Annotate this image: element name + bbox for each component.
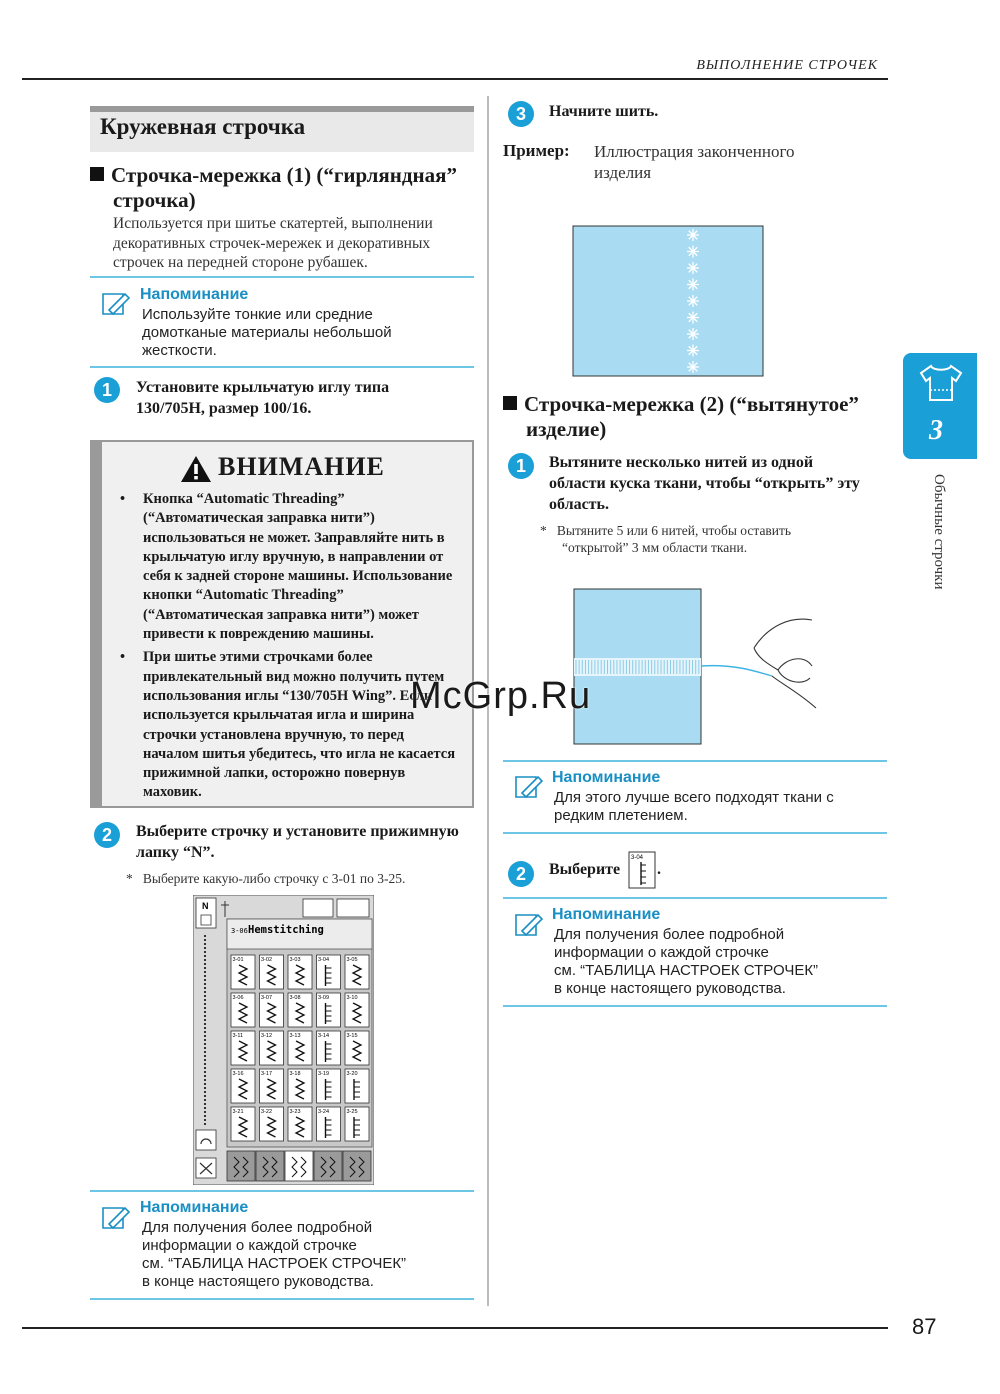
warning-list <box>118 490 468 803</box>
finished-fabric-illustration <box>572 225 764 377</box>
svg-text:3-16: 3-16 <box>232 1071 244 1077</box>
stitch-key-3-18[interactable] <box>288 1069 312 1103</box>
flower-stitch <box>687 295 699 307</box>
svg-text:3-20: 3-20 <box>346 1071 358 1077</box>
header-rule <box>22 78 888 80</box>
section-title: Кружевная строчка <box>100 114 306 139</box>
chapter-tab <box>903 353 977 459</box>
shirt-button[interactable] <box>303 899 333 917</box>
subsection-1-description: Используется при шитье скатертей, выполнении декоративных строчек-мережек и декоративных строчек на передней стороне рубашек. <box>113 215 433 271</box>
stitch-key-3-09[interactable] <box>317 993 341 1027</box>
category-tab[interactable] <box>227 1151 255 1181</box>
warning-triangle-icon <box>180 455 212 483</box>
svg-text:3-17: 3-17 <box>261 1071 273 1077</box>
flower-stitch <box>687 312 699 324</box>
stitch-key-3-17[interactable] <box>260 1069 284 1103</box>
step-1-number: 1 <box>94 377 120 403</box>
flower-stitch <box>687 328 699 340</box>
memo-pencil-icon <box>514 773 544 799</box>
stitch-name: Hemstitching <box>248 924 324 936</box>
note-2-text: Для получения более подробной информации о каждой строчке см. “ТАБЛИЦА НАСТРОЕК СТРОЧЕК” в конце настоящего руководства. <box>142 1219 407 1290</box>
stitch-code: 3-06 <box>231 927 248 935</box>
memo-pencil-icon <box>514 911 544 937</box>
stitch-key-3-12[interactable] <box>260 1031 284 1065</box>
running-header: ВЫПОЛНЕНИЕ СТРОЧЕК <box>696 58 878 73</box>
stitch-key-3-02[interactable] <box>260 955 284 989</box>
note-3-text: Для этого лучше всего подходят ткани с редким плетением. <box>554 789 834 824</box>
step-3-number: 3 <box>508 101 534 127</box>
svg-text:3-03: 3-03 <box>289 957 301 963</box>
svg-text:3-09: 3-09 <box>318 995 330 1001</box>
subsection-2-title: Строчка-мережка (2) (“вытянутое” изделие) <box>503 392 859 442</box>
svg-text:3-12: 3-12 <box>261 1033 273 1039</box>
stitch-key-3-05[interactable] <box>345 955 369 989</box>
flower-stitch <box>687 262 699 274</box>
page-number: 87 <box>912 1314 937 1339</box>
step-3-text: Начните шить. <box>549 103 659 120</box>
svg-text:3-04: 3-04 <box>318 957 330 963</box>
stitch-key-3-16[interactable] <box>231 1069 255 1103</box>
memo-pencil-icon <box>101 1204 131 1230</box>
lcd-screen <box>193 895 374 1185</box>
stitch-key-3-14[interactable] <box>317 1031 341 1065</box>
stitch-key-3-06[interactable] <box>231 993 255 1027</box>
stitch-3-04-icon <box>628 851 656 889</box>
svg-text:3-01: 3-01 <box>232 957 244 963</box>
note-2-title: Напоминание <box>140 1199 249 1216</box>
footer-rule <box>22 1327 888 1329</box>
warning-title: ВНИМАНИЕ <box>218 452 385 481</box>
bullet-square-icon <box>90 167 104 181</box>
stitch-key-3-21[interactable] <box>231 1107 255 1141</box>
step-r2-number: 2 <box>508 861 534 887</box>
step-2-text: Выберите строчку и установите прижимную лапку “N”. <box>136 823 459 861</box>
svg-text:3-07: 3-07 <box>261 995 273 1001</box>
stitch-key-3-15[interactable] <box>345 1031 369 1065</box>
reverse-button[interactable] <box>196 1130 216 1150</box>
svg-text:3-23: 3-23 <box>289 1109 301 1115</box>
flower-stitch <box>687 246 699 258</box>
chapter-number: 3 <box>929 415 943 446</box>
step-r1-text: Вытяните несколько нитей из одной области куска ткани, чтобы “открыть” эту область. <box>549 454 860 513</box>
step-r2-period: . <box>657 861 661 878</box>
svg-text:3-13: 3-13 <box>289 1033 301 1039</box>
step-r2-text: Выберите <box>549 861 621 878</box>
svg-text:3-21: 3-21 <box>232 1109 244 1115</box>
svg-text:3-19: 3-19 <box>318 1071 330 1077</box>
step-1-text: Установите крыльчатую иглу типа 130/705H, размер 100/16. <box>136 379 390 417</box>
svg-text:3-10: 3-10 <box>346 995 358 1001</box>
category-tab[interactable] <box>314 1151 342 1181</box>
svg-text:3-05: 3-05 <box>346 957 358 963</box>
flower-stitch <box>687 279 699 291</box>
note-4-title: Напоминание <box>552 906 661 923</box>
svg-text:3-14: 3-14 <box>318 1033 330 1039</box>
category-tab[interactable] <box>256 1151 284 1181</box>
stitch-key-3-22[interactable] <box>260 1107 284 1141</box>
stitch-key-3-25[interactable] <box>345 1107 369 1141</box>
chapter-label: Обычные строчки <box>931 474 947 590</box>
stitch-key-3-07[interactable] <box>260 993 284 1027</box>
watermark: McGrp.Ru <box>410 675 592 717</box>
memo-pencil-icon <box>101 290 131 316</box>
stitch-key-3-19[interactable] <box>317 1069 341 1103</box>
note-3-title: Напоминание <box>552 769 661 786</box>
flower-stitch <box>687 229 699 241</box>
example-label: Пример: <box>503 141 570 160</box>
stitch-key-3-03[interactable] <box>288 955 312 989</box>
category-tab[interactable] <box>285 1151 313 1181</box>
svg-text:3-24: 3-24 <box>318 1109 330 1115</box>
stitch-key-3-01[interactable] <box>231 955 255 989</box>
svg-text:3-06: 3-06 <box>232 995 244 1001</box>
stitch-key-3-10[interactable] <box>345 993 369 1027</box>
stitch-key-3-13[interactable] <box>288 1031 312 1065</box>
flower-stitch <box>687 361 699 373</box>
step-r1-number: 1 <box>508 453 534 479</box>
stitch-key-3-08[interactable] <box>288 993 312 1027</box>
note-1-text: Используйте тонкие или средние домотканые материалы небольшой жесткости. <box>142 306 392 359</box>
svg-text:3-08: 3-08 <box>289 995 301 1001</box>
warning-item: • При шитье этими строчками более привлекательный вид можно получить путем использования иглы “130/705H Wing”. Если используется крыльчатая игла и ширина строчки установлена вручную, то перед началом шитья убедитесь, что игла не касается прижимной лапки, осторожно повернув маховик. <box>120 649 456 801</box>
stitch-key-3-23[interactable] <box>288 1107 312 1141</box>
manual-button[interactable] <box>337 899 369 917</box>
stitch-key-3-04[interactable] <box>317 955 341 989</box>
step-2-hint: * Выберите какую-либо строчку с 3-01 по 3-25. <box>126 871 406 886</box>
svg-text:3-04: 3-04 <box>631 855 644 861</box>
subsection-1-title: Строчка-мережка (1) (“гирляндная” строчка) <box>90 163 457 213</box>
svg-text:3-02: 3-02 <box>261 957 273 963</box>
stitch-key-3-24[interactable] <box>317 1107 341 1141</box>
stitch-key-3-20[interactable] <box>345 1069 369 1103</box>
flower-stitch <box>687 345 699 357</box>
step-2-number: 2 <box>94 822 120 848</box>
svg-text:3-18: 3-18 <box>289 1071 301 1077</box>
svg-text:3-15: 3-15 <box>346 1033 358 1039</box>
category-tab[interactable] <box>343 1151 371 1181</box>
stitch-key-3-11[interactable] <box>231 1031 255 1065</box>
note-4-text: Для получения более подробной информации о каждой строчке см. “ТАБЛИЦА НАСТРОЕК СТРОЧЕК” в конце настоящего руководства. <box>554 926 819 997</box>
svg-text:3-25: 3-25 <box>346 1109 358 1115</box>
step-r1-hint: * Вытяните 5 или 6 нитей, чтобы оставить “открытой” 3 мм области ткани. <box>540 523 792 555</box>
example-text: Иллюстрация законченного изделия <box>594 142 795 182</box>
bullet-square-icon <box>503 396 517 410</box>
warning-item: • Кнопка “Automatic Threading” (“Автоматическая заправка нити”) использоваться не может. Заправляйте нить в крыльчатую иглу вручную, в направлении от себя к задней стороне машины. Использование кнопки “Automatic Threading” (“Автоматическая заправка нити”) может привести к повреждению машины. <box>120 491 453 643</box>
svg-text:3-11: 3-11 <box>232 1033 244 1039</box>
foot-label: N <box>202 901 209 911</box>
shirt-icon <box>917 363 965 403</box>
svg-text:3-22: 3-22 <box>261 1109 273 1115</box>
hand-icon <box>754 619 816 708</box>
pulled-threads-illustration <box>572 588 822 748</box>
note-1-title: Напоминание <box>140 286 249 303</box>
